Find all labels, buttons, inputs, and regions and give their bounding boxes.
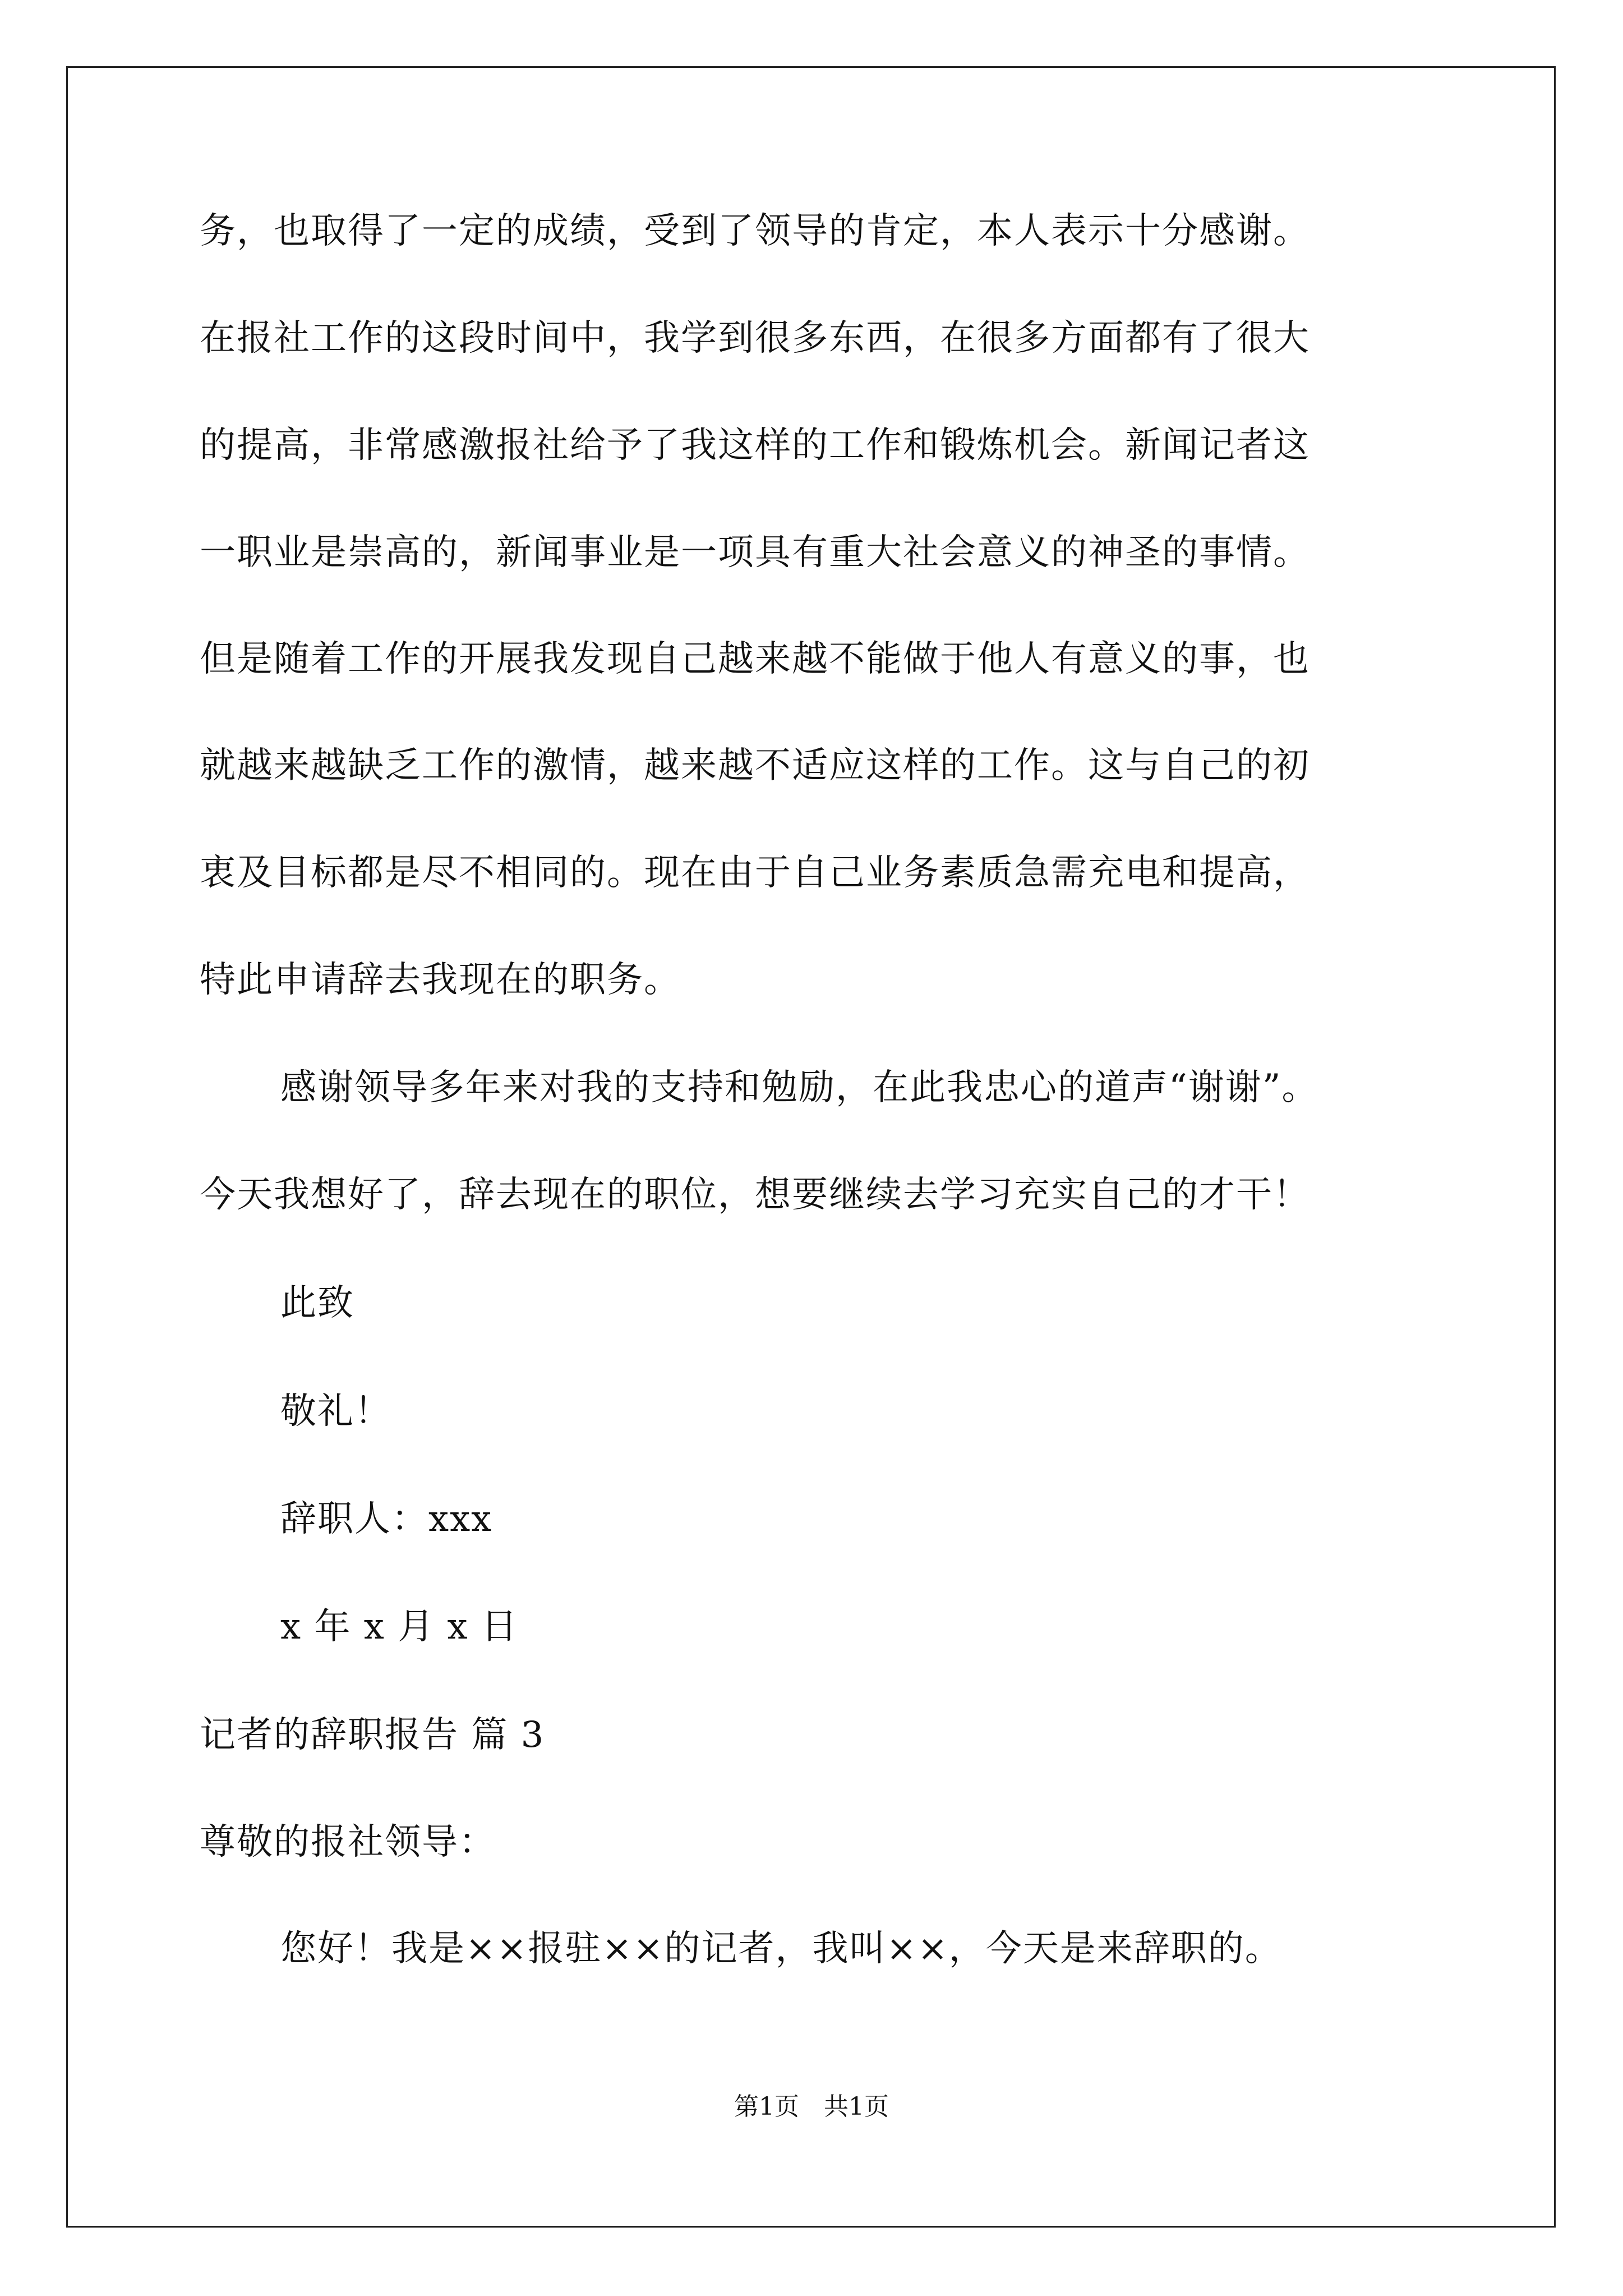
body-line-2: 在报社工作的这段时间中，我学到很多东西，在很多方面都有了很大	[200, 318, 1310, 359]
date-line: x 年 x 月 x 日	[280, 1606, 518, 1648]
body-line-3: 的提高，非常感激报社给予了我这样的工作和锻炼机会。新闻记者这	[200, 425, 1310, 466]
section-heading: 记者的辞职报告 篇 3	[200, 1714, 545, 1756]
closing-regards: 敬礼！	[280, 1391, 391, 1432]
body-line-6: 就越来越缺乏工作的激情，越来越不适应这样的工作。这与自己的初	[200, 745, 1310, 786]
greeting-line: 您好！我是××报驻××的记者，我叫××，今天是来辞职的。	[280, 1928, 1282, 1970]
paragraph-thanks-line-1: 感谢领导多年来对我的支持和勉励，在此我忠心的道声“谢谢”。	[280, 1067, 1319, 1108]
addressee-line: 尊敬的报社领导：	[200, 1821, 496, 1863]
body-line-1: 务，也取得了一定的成绩，受到了领导的肯定，本人表示十分感谢。	[200, 210, 1310, 252]
body-line-4: 一职业是崇高的，新闻事业是一项具有重大社会意义的神圣的事情。	[200, 532, 1310, 573]
page-footer: 第1页 共1页	[734, 2092, 889, 2121]
page-border	[66, 66, 1556, 2228]
signature-line: 辞职人：xxx	[280, 1498, 493, 1540]
closing-salutation: 此致	[280, 1282, 354, 1324]
body-line-5: 但是随着工作的开展我发现自己越来越不能做于他人有意义的事，也	[200, 638, 1310, 680]
body-line-8: 特此申请辞去我现在的职务。	[200, 959, 681, 1001]
paragraph-thanks-line-2: 今天我想好了，辞去现在的职位，想要继续去学习充实自己的才干！	[200, 1174, 1310, 1216]
body-line-7: 衷及目标都是尽不相同的。现在由于自己业务素质急需充电和提高，	[200, 852, 1310, 894]
